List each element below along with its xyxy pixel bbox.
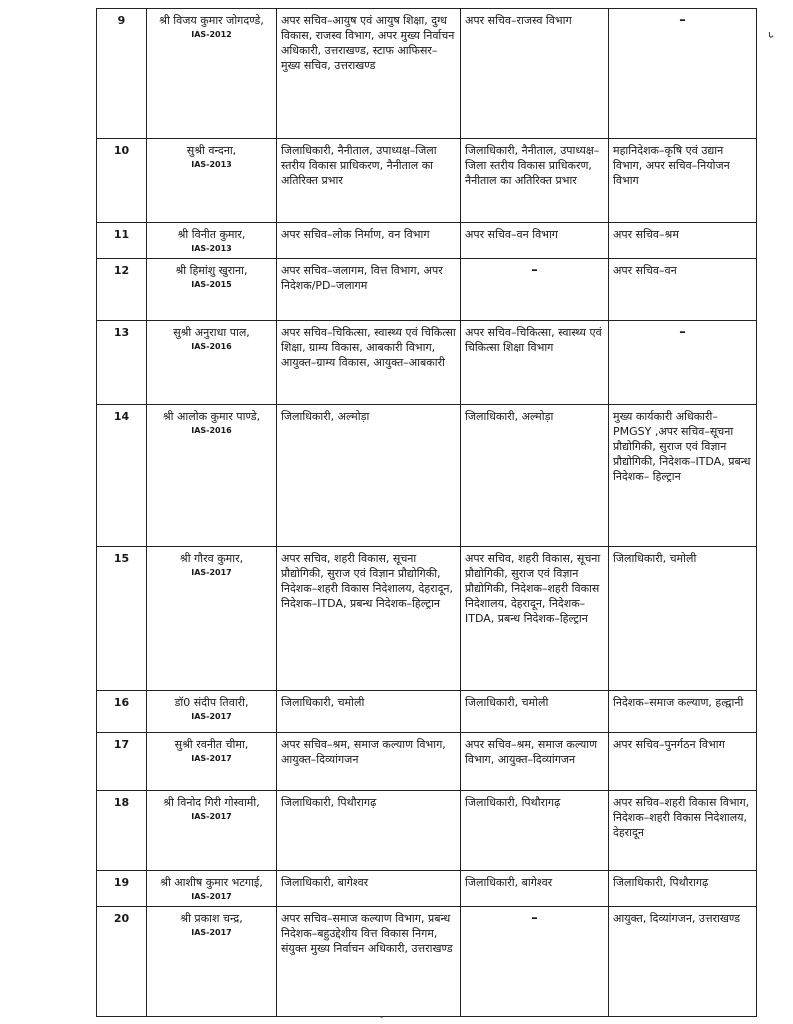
officer-name: श्री विजय कुमार जोगदण्डे, — [159, 14, 264, 27]
current-posting: अपर सचिव–समाज कल्याण विभाग, प्रबन्ध निदेशक–बहुउद्देशीय वित्त विकास निगम, संयुक्त मुख्य निर्वाचन अधिकारी, उत्तराखण्ड — [277, 907, 461, 1017]
table-row — [97, 691, 757, 733]
new-posting: – — [609, 321, 757, 405]
officer-batch: IAS-2013 — [191, 244, 232, 253]
officer-name-cell — [147, 321, 277, 405]
current-posting: अपर सचिव–आयुष एवं आयुष शिक्षा, दुग्ध विकास, राजस्व विभाग, अपर मुख्य निर्वाचन अधिकारी, उत्तराखण्ड, स्टाफ आफिसर–मुख्य सचिव, उत्तराखण्ड — [277, 9, 461, 139]
officer-name-cell — [147, 547, 277, 691]
serial-number: 13 — [97, 321, 147, 405]
officer-batch: IAS-2016 — [191, 426, 232, 435]
table-row — [97, 259, 757, 321]
margin-mark: ᒡ — [768, 30, 775, 46]
officer-batch: IAS-2012 — [191, 30, 232, 39]
retained-posting: जिलाधिकारी, अल्मोड़ा — [461, 405, 609, 547]
transfer-order-table-page — [96, 8, 756, 1017]
table-row — [97, 9, 757, 139]
officer-name-cell — [147, 139, 277, 223]
new-posting: मुख्य कार्यकारी अधिकारी–PMGSY ,अपर सचिव–सूचना प्रौद्योगिकी, सुराज एवं विज्ञान प्रौद्योगिकी, निदेशक–ITDA, प्रबन्ध निदेशक– हिल्ट्रान — [609, 405, 757, 547]
current-posting: अपर सचिव–लोक निर्माण, वन विभाग — [277, 223, 461, 259]
serial-number: 18 — [97, 791, 147, 871]
table-row — [97, 907, 757, 1017]
new-posting: जिलाधिकारी, पिथौरागढ़ — [609, 871, 757, 907]
new-posting: जिलाधिकारी, चमोली — [609, 547, 757, 691]
officer-name: श्री हिमांशु खुराना, — [175, 264, 248, 277]
serial-number: 16 — [97, 691, 147, 733]
serial-number: 17 — [97, 733, 147, 791]
serial-number: 20 — [97, 907, 147, 1017]
table-body — [97, 9, 757, 1017]
table-row — [97, 223, 757, 259]
retained-posting: अपर सचिव–राजस्व विभाग — [461, 9, 609, 139]
officer-name: श्री विनीत कुमार, — [177, 228, 246, 241]
officer-name: श्री प्रकाश चन्द्र, — [180, 912, 243, 925]
page-bottom-mark: - — [380, 1012, 384, 1023]
table-row — [97, 871, 757, 907]
retained-posting: – — [461, 907, 609, 1017]
officer-name-cell — [147, 691, 277, 733]
serial-number: 12 — [97, 259, 147, 321]
current-posting: जिलाधिकारी, बागेश्वर — [277, 871, 461, 907]
officer-posting-table — [96, 8, 757, 1017]
officer-name-cell — [147, 405, 277, 547]
new-posting: अपर सचिव–पुनर्गठन विभाग — [609, 733, 757, 791]
table-row — [97, 405, 757, 547]
current-posting: जिलाधिकारी, चमोली — [277, 691, 461, 733]
retained-posting: अपर सचिव, शहरी विकास, सूचना प्रौद्योगिकी, सुराज एवं विज्ञान प्रौद्योगिकी, निदेशक–शहरी विकास निदेशालय, देहरादून, निदेशक–ITDA, प्रबन्ध निदेशक–हिल्ट्रान — [461, 547, 609, 691]
new-posting: – — [609, 9, 757, 139]
retained-posting: जिलाधिकारी, बागेश्वर — [461, 871, 609, 907]
new-posting: अपर सचिव–शहरी विकास विभाग, निदेशक–शहरी विकास निदेशालय, देहरादून — [609, 791, 757, 871]
new-posting: अपर सचिव–श्रम — [609, 223, 757, 259]
retained-posting: अपर सचिव–श्रम, समाज कल्याण विभाग, आयुक्त–दिव्यांगजन — [461, 733, 609, 791]
current-posting: अपर सचिव–जलागम, वित्त विभाग, अपर निदेशक/PD–जलागम — [277, 259, 461, 321]
current-posting: अपर सचिव–चिकित्सा, स्वास्थ्य एवं चिकित्सा शिक्षा, ग्राम्य विकास, आबकारी विभाग, आयुक्त–ग्राम्य विकास, आयुक्त–आबकारी — [277, 321, 461, 405]
officer-name: सुश्री रवनीत चीमा, — [174, 738, 249, 751]
officer-batch: IAS-2017 — [191, 712, 232, 721]
serial-number: 19 — [97, 871, 147, 907]
officer-batch: IAS-2013 — [191, 160, 232, 169]
new-posting: अपर सचिव–वन — [609, 259, 757, 321]
serial-number: 15 — [97, 547, 147, 691]
officer-name: श्री गौरव कुमार, — [179, 552, 244, 565]
new-posting: निदेशक–समाज कल्याण, हल्द्वानी — [609, 691, 757, 733]
retained-posting: जिलाधिकारी, चमोली — [461, 691, 609, 733]
retained-posting: – — [461, 259, 609, 321]
officer-name-cell — [147, 9, 277, 139]
current-posting: अपर सचिव, शहरी विकास, सूचना प्रौद्योगिकी, सुराज एवं विज्ञान प्रौद्योगिकी, निदेशक–शहरी विकास निदेशालय, देहरादून, निदेशक–ITDA, प्रबन्ध निदेशक–हिल्ट्रान — [277, 547, 461, 691]
officer-batch: IAS-2017 — [191, 928, 232, 937]
officer-batch: IAS-2017 — [191, 568, 232, 577]
officer-name-cell — [147, 223, 277, 259]
table-row — [97, 733, 757, 791]
table-row — [97, 321, 757, 405]
officer-batch: IAS-2015 — [191, 280, 232, 289]
officer-batch: IAS-2017 — [191, 812, 232, 821]
table-row — [97, 791, 757, 871]
current-posting: जिलाधिकारी, पिथौरागढ़ — [277, 791, 461, 871]
current-posting: जिलाधिकारी, अल्मोड़ा — [277, 405, 461, 547]
officer-batch: IAS-2016 — [191, 342, 232, 351]
officer-name: श्री आशीष कुमार भटगाई, — [160, 876, 263, 889]
retained-posting: जिलाधिकारी, पिथौरागढ़ — [461, 791, 609, 871]
officer-name-cell — [147, 791, 277, 871]
retained-posting: अपर सचिव–चिकित्सा, स्वास्थ्य एवं चिकित्सा शिक्षा विभाग — [461, 321, 609, 405]
officer-batch: IAS-2017 — [191, 754, 232, 763]
serial-number: 11 — [97, 223, 147, 259]
officer-batch: IAS-2017 — [191, 892, 232, 901]
officer-name-cell — [147, 907, 277, 1017]
officer-name-cell — [147, 259, 277, 321]
officer-name-cell — [147, 871, 277, 907]
officer-name: डॉ0 संदीप तिवारी, — [174, 696, 249, 709]
retained-posting: जिलाधिकारी, नैनीताल, उपाध्यक्ष–जिला स्तरीय विकास प्राधिकरण, नैनीताल का अतिरिक्त प्रभार — [461, 139, 609, 223]
officer-name: श्री आलोक कुमार पाण्डे, — [162, 410, 261, 423]
retained-posting: अपर सचिव–वन विभाग — [461, 223, 609, 259]
table-row — [97, 139, 757, 223]
officer-name-cell — [147, 733, 277, 791]
officer-name: श्री विनोद गिरी गोस्वामी, — [163, 796, 260, 809]
new-posting: महानिदेशक–कृषि एवं उद्यान विभाग, अपर सचिव–नियोजन विभाग — [609, 139, 757, 223]
officer-name: सुश्री अनुराधा पाल, — [173, 326, 250, 339]
current-posting: जिलाधिकारी, नैनीताल, उपाध्यक्ष–जिला स्तरीय विकास प्राधिकरण, नैनीताल का अतिरिक्त प्रभार — [277, 139, 461, 223]
serial-number: 14 — [97, 405, 147, 547]
officer-name: सुश्री वन्दना, — [186, 144, 237, 157]
table-row — [97, 547, 757, 691]
serial-number: 10 — [97, 139, 147, 223]
serial-number: 9 — [97, 9, 147, 139]
new-posting: आयुक्त, दिव्यांगजन, उत्तराखण्ड — [609, 907, 757, 1017]
current-posting: अपर सचिव–श्रम, समाज कल्याण विभाग, आयुक्त–दिव्यांगजन — [277, 733, 461, 791]
